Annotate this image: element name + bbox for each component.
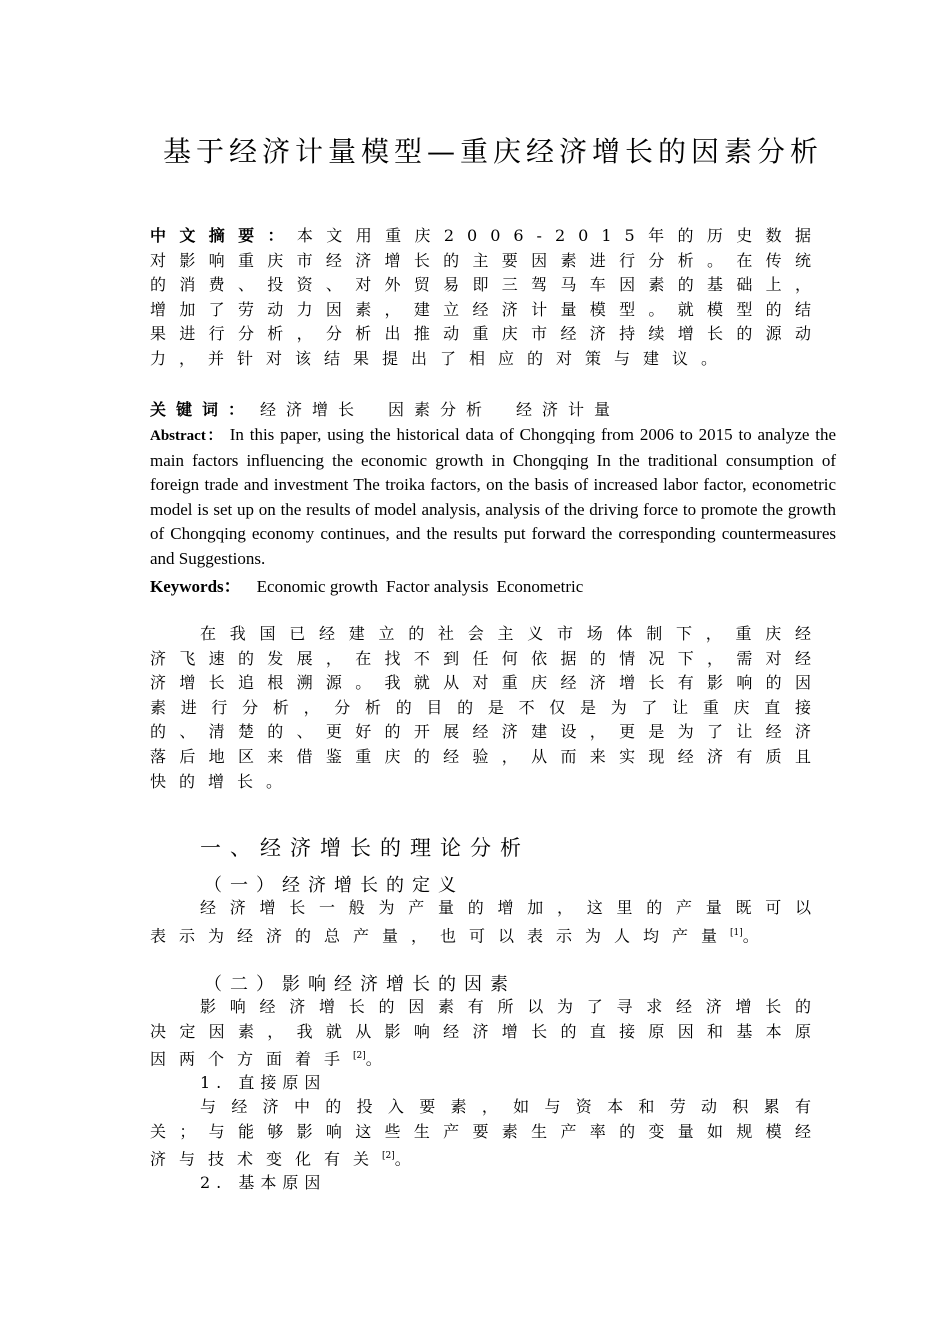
- english-keyword: Factor analysis: [386, 577, 489, 596]
- chinese-abstract-label: 中文摘要：: [150, 226, 297, 245]
- chinese-keyword: 经济计量: [516, 400, 621, 419]
- item-heading: 2. 基本原因: [200, 1173, 327, 1192]
- chinese-abstract: [150, 224, 824, 372]
- chinese-keywords: [150, 398, 824, 423]
- english-keywords: [150, 572, 583, 597]
- english-abstract-text: In this paper, using the historical data of Chongqing from 2006 to 2015 to analyze the main factors influencing the economic growth in Chongqing In the traditional consumption of foreign trade and investment The troika factors, on the basis of increased labor factor, econometric model is set up on the results of model analysis, analysis of the driving force to promote the growth of Chongqing economy continues, and the results put forward the corresponding countermeasures and Suggestions.: [150, 425, 836, 568]
- direct-cause-text: 与经济中的投入要素，如与资本和劳动积累有关；与能够影响这些生产要素生产率的变量如规模经济与技术变化有关: [150, 1097, 824, 1169]
- chinese-keywords-label: 关键词：: [150, 400, 255, 419]
- chinese-abstract-text: 本文用重庆2006-2015年的历史数据对影响重庆市经济增长的主要因素进行分析。在传统的消费、投资、对外贸易即三驾马车因素的基础上，增加了劳动力因素，建立经济计量模型。就模型的结果进行分析，分析出推动重庆市经济持续增长的源动力，并针对该结果提出了相应的对策与建议。: [150, 226, 824, 368]
- period: 。: [742, 925, 772, 945]
- definition-text: 经济增长一般为产量的增加，这里的产量既可以表示为经济的总产量，也可以表示为人均产量: [150, 898, 824, 945]
- citation: [2]: [353, 1051, 366, 1062]
- item-heading: 1. 直接原因: [200, 1073, 327, 1092]
- direct-cause-paragraph: [150, 1095, 824, 1172]
- citation: [1]: [730, 927, 743, 938]
- factors-paragraph: [150, 995, 824, 1072]
- subsection-heading: （一）经济增长的定义: [204, 875, 464, 896]
- chinese-keyword: 经济增长: [260, 400, 365, 419]
- english-keywords-label: Keywords：: [150, 577, 241, 596]
- english-keyword: Econometric: [496, 577, 584, 596]
- definition-paragraph: [150, 896, 824, 949]
- period: 。: [394, 1149, 424, 1169]
- section-heading: 一、经济增长的理论分析: [200, 836, 530, 860]
- subsection-heading: （二）影响经济增长的因素: [204, 974, 516, 995]
- chinese-keyword: 因素分析: [388, 400, 493, 419]
- intro-paragraph: 在我国已经建立的社会主义市场体制下，重庆经济飞速的发展，在找不到任何依据的情况下，需对经济增长追根溯源。我就从对重庆经济增长有影响的因素进行分析，分析的目的是不仅是为了让重庆直接的、清楚的、更好的开展经济建设，更是为了让经济落后地区来借鉴重庆的经验，从而来实现经济有质且快的增长。: [150, 624, 824, 791]
- factors-text: 影响经济增长的因素有所以为了寻求经济增长的决定因素，我就从影响经济增长的直接原因和基本原因两个方面着手: [150, 997, 824, 1069]
- english-keyword: Economic growth: [256, 577, 379, 596]
- period: 。: [365, 1049, 395, 1069]
- english-abstract: [150, 423, 836, 572]
- paper-title: 基于经济计量模型—重庆经济增长的因素分析: [162, 135, 823, 168]
- citation: [2]: [382, 1151, 395, 1162]
- english-abstract-label: Abstract：: [150, 428, 224, 444]
